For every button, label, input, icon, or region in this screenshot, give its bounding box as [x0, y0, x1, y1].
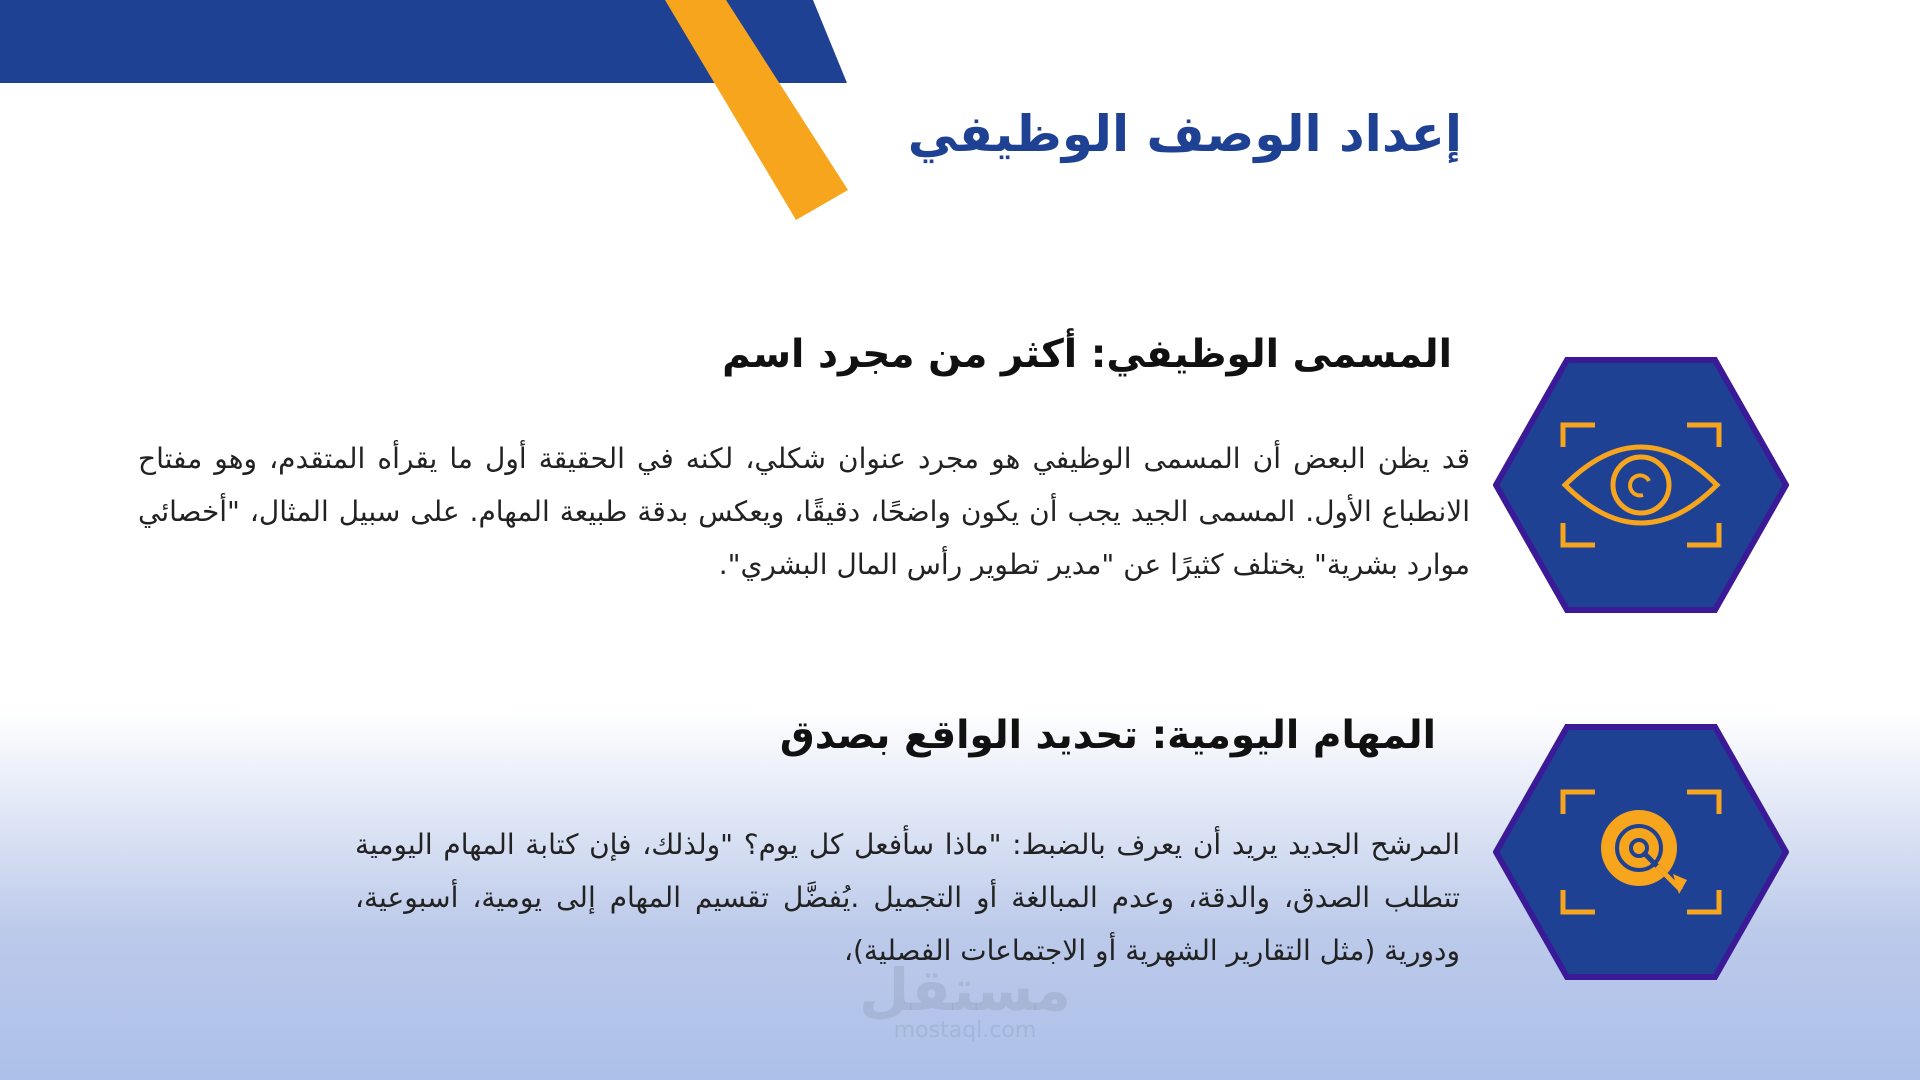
section-heading-daily-tasks: المهام اليومية: تحديد الواقع بصدق: [779, 713, 1436, 758]
watermark-url: mostaql.com: [893, 1018, 1037, 1043]
section-heading-job-title: المسمى الوظيفي: أكثر من مجرد اسم: [722, 332, 1452, 377]
header-bar: [0, 0, 847, 83]
watermark-logo: مستقل: [858, 956, 1072, 1024]
section-body-daily-tasks: المرشح الجديد يريد أن يعرف بالضبط: "ماذا سأفعل كل يوم؟ "ولذلك، فإن كتابة المهام اليومية تتطلب الصدق، والدقة، وعدم المبالغة أو التجميل .يُفضَّل تقسيم المهام إلى يومية، أسبوعية، ودورية (مثل التقارير الشهرية أو الاجتماعات الفصلية)،: [355, 828, 1460, 967]
watermark: [830, 958, 1100, 1044]
section-body-job-title: قد يظن البعض أن المسمى الوظيفي هو مجرد عنوان شكلي، لكنه في الحقيقة أول ما يقرأه المتقدم، وهو مفتاح الانطباع الأول. المسمى الجيد يجب أن يكون واضحًا، دقيقًا، ويعكس بدقة طبيعة المهام. على سبيل المثال، "أخصائي موارد بشرية" يختلف كثيرًا عن "مدير تطوير رأس المال البشري".: [138, 442, 1470, 581]
target-focus-icon: [1493, 724, 1789, 980]
page-title: إعداد الوصف الوظيفي: [907, 105, 1462, 163]
eye-focus-icon: [1493, 357, 1789, 613]
